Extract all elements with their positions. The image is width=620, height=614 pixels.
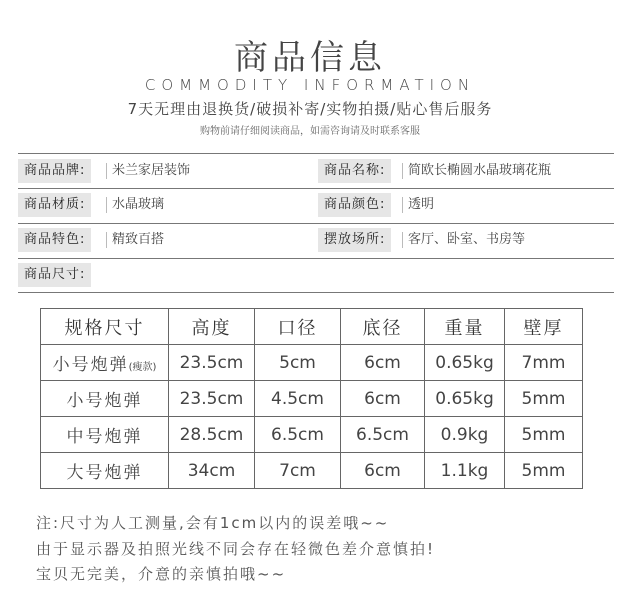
cell-base: 6.5cm	[341, 417, 425, 453]
cell-wall: 5mm	[505, 417, 583, 453]
header-height: 高度	[169, 309, 255, 345]
separator	[106, 163, 107, 179]
page-title: 商品信息	[234, 38, 386, 78]
cell-wall: 7mm	[505, 345, 583, 381]
row-name: 大号炮弹	[66, 463, 143, 483]
brand-label: 商品品牌:	[18, 159, 91, 183]
row-spec	[41, 381, 169, 417]
cell-base: 6cm	[341, 453, 425, 489]
divider	[18, 258, 614, 259]
divider	[18, 223, 614, 224]
separator	[402, 163, 403, 179]
row-spec	[41, 345, 169, 381]
divider	[18, 188, 614, 189]
name-label: 商品名称:	[318, 159, 391, 183]
feature-label: 商品特色:	[18, 228, 91, 252]
cell-base: 6cm	[341, 381, 425, 417]
separator	[402, 232, 403, 248]
cell-wall: 5mm	[505, 453, 583, 489]
material-value: 水晶玻璃	[112, 197, 165, 212]
cell-mouth: 6.5cm	[255, 417, 341, 453]
place-label: 摆放场所:	[318, 228, 391, 252]
cell-weight: 0.65kg	[425, 345, 505, 381]
purchase-note: 购物前请仔细阅读商品，如需咨询请及时联系客服	[200, 126, 420, 137]
cell-height: 23.5cm	[169, 381, 255, 417]
name-value: 简欧长椭圆水晶玻璃花瓶	[408, 163, 552, 178]
cell-height: 23.5cm	[169, 345, 255, 381]
table-row	[41, 381, 583, 417]
header-wall: 壁厚	[505, 309, 583, 345]
page-subtitle: COMMODITY INFORMATION	[144, 76, 476, 94]
header-base: 底径	[341, 309, 425, 345]
cell-height: 28.5cm	[169, 417, 255, 453]
cell-weight: 1.1kg	[425, 453, 505, 489]
cell-weight: 0.65kg	[425, 381, 505, 417]
size-spec-table	[40, 308, 583, 489]
color-label: 商品颜色:	[318, 193, 391, 217]
row-name: 小号炮弹	[52, 355, 129, 375]
table-row	[41, 453, 583, 489]
cell-weight: 0.9kg	[425, 417, 505, 453]
color-value: 透明	[408, 197, 435, 212]
separator	[106, 232, 107, 248]
cell-base: 6cm	[341, 345, 425, 381]
row-note: (瘦款)	[128, 362, 157, 373]
row-name: 小号炮弹	[66, 391, 143, 411]
row-name: 中号炮弹	[66, 427, 143, 447]
header-weight: 重量	[425, 309, 505, 345]
table-row	[41, 417, 583, 453]
size-label: 商品尺寸:	[18, 263, 91, 287]
feature-value: 精致百搭	[112, 232, 165, 247]
separator	[402, 197, 403, 213]
cell-mouth: 4.5cm	[255, 381, 341, 417]
row-spec	[41, 417, 169, 453]
table-row	[41, 345, 583, 381]
header-mouth: 口径	[255, 309, 341, 345]
place-value: 客厅、卧室、书房等	[408, 232, 526, 247]
cell-mouth: 7cm	[255, 453, 341, 489]
row-spec	[41, 453, 169, 489]
cell-wall: 5mm	[505, 381, 583, 417]
header-spec: 规格尺寸	[41, 309, 169, 345]
footer-note-3: 宝贝无完美，介意的亲慎拍哦~~	[36, 565, 287, 583]
cell-mouth: 5cm	[255, 345, 341, 381]
separator	[106, 197, 107, 213]
table-header-row	[41, 309, 583, 345]
material-label: 商品材质:	[18, 193, 91, 217]
divider	[18, 153, 614, 154]
footer-note-2: 由于显示器及拍照光线不同会存在轻微色差介意慎拍!	[36, 540, 436, 558]
divider	[18, 292, 614, 293]
brand-value: 米兰家居装饰	[112, 163, 191, 178]
cell-height: 34cm	[169, 453, 255, 489]
service-promise: 7天无理由退换货/破损补寄/实物拍摄/贴心售后服务	[127, 100, 493, 118]
footer-note-1: 注:尺寸为人工测量,会有1cm以内的误差哦~~	[36, 514, 390, 532]
